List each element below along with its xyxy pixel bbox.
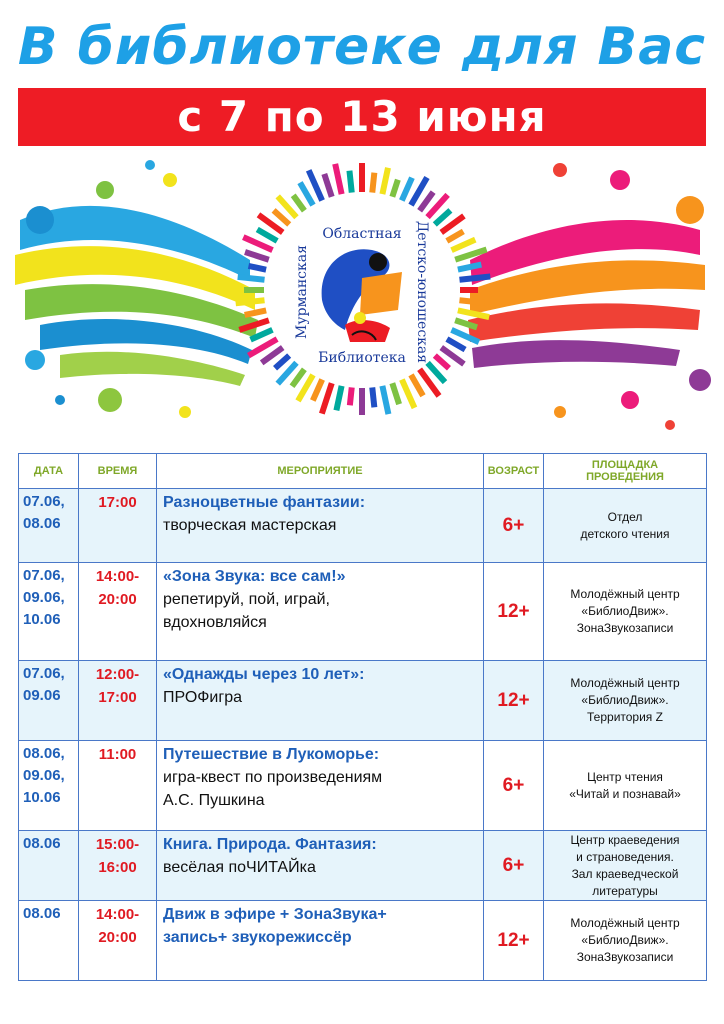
event-date: [19, 741, 79, 831]
event-time-text: 15:00- 16:00: [95, 836, 140, 876]
event-description: [157, 901, 484, 981]
event-time: [79, 901, 157, 981]
header-age: ВОЗРАСТ: [484, 454, 544, 489]
header-date: ДАТА: [19, 454, 79, 489]
age-rating: 6+: [484, 741, 544, 831]
header-event: МЕРОПРИЯТИЕ: [157, 454, 484, 489]
event-title: Разноцветные фантазии:: [163, 494, 366, 511]
event-date: [19, 831, 79, 901]
book-spine: [369, 172, 377, 193]
table-header-row: [19, 454, 707, 489]
event-time-text: 17:00: [98, 494, 137, 511]
event-date-text: 07.06, 09.06, 10.06: [23, 567, 65, 628]
event-time-text: 11:00: [98, 746, 137, 763]
event-date: [19, 489, 79, 563]
event-date: [19, 563, 79, 661]
book-spine: [244, 307, 267, 317]
event-time: [79, 489, 157, 563]
logo-text-top: Областная: [322, 226, 402, 242]
event-title: «Зона Звука: все сам!»: [163, 568, 346, 585]
event-time: [79, 563, 157, 661]
book-spine: [379, 167, 390, 195]
event-title: Путешествие в Лукоморье:: [163, 746, 380, 763]
book-spine: [346, 170, 354, 193]
book-spine: [369, 387, 377, 408]
logo-text-left: Мурманская: [294, 245, 310, 339]
event-venue: Молодёжный центр «БиблиоДвиж». ЗонаЗвукозаписи: [544, 901, 707, 981]
table-row: [19, 563, 707, 661]
event-venue: Молодёжный центр «БиблиоДвиж». Территория Z: [544, 661, 707, 741]
header-time: ВРЕМЯ: [79, 454, 157, 489]
book-spine: [332, 163, 344, 195]
event-date: [19, 901, 79, 981]
event-venue: Молодёжный центр «БиблиоДвиж». ЗонаЗвукозаписи: [544, 563, 707, 661]
page-title: В библиотеке для Вас: [17, 17, 707, 77]
book-spine: [237, 274, 264, 283]
logo-text-right: Детско-юношеская: [414, 220, 430, 364]
header-venue: [544, 454, 707, 489]
age-rating: 12+: [484, 901, 544, 981]
date-range: с 7 по 13 июня: [177, 92, 547, 141]
event-description: [157, 831, 484, 901]
event-venue: Центр краеведения и страноведения. Зал краеведческой литературы: [544, 831, 707, 901]
header-venue-line1: ПЛОЩАДКА: [591, 459, 659, 471]
book-spine: [359, 388, 365, 415]
event-time-text: 14:00- 20:00: [95, 568, 140, 608]
age-rating: 6+: [484, 831, 544, 901]
event-subtitle: ПРОФигра: [163, 689, 242, 706]
event-description: [157, 741, 484, 831]
event-venue: Отдел детского чтения: [544, 489, 707, 563]
event-subtitle: творческая мастерская: [163, 517, 337, 534]
event-date: [19, 661, 79, 741]
event-date-text: 08.06: [23, 835, 61, 852]
event-subtitle: весёлая поЧИТАЙка: [163, 859, 316, 876]
book-spine: [248, 263, 267, 273]
event-date-text: 07.06, 09.06: [23, 665, 65, 704]
book-spine: [347, 387, 355, 406]
event-time-text: 12:00- 17:00: [95, 666, 140, 706]
event-date-text: 08.06: [23, 905, 61, 922]
book-spine: [389, 179, 400, 198]
event-time-text: 14:00- 20:00: [95, 906, 140, 946]
table-row: [19, 489, 707, 563]
book-spine: [359, 163, 365, 192]
table-row: [19, 661, 707, 741]
book-spine: [244, 287, 264, 293]
age-rating: 12+: [484, 563, 544, 661]
event-subtitle: игра-квест по произведениям А.С. Пушкина: [163, 769, 383, 809]
header-venue-line2: ПРОВЕДЕНИЯ: [586, 471, 664, 483]
right-paint-streaks: [468, 163, 711, 430]
event-time: [79, 831, 157, 901]
age-rating: 12+: [484, 661, 544, 741]
left-paint-streaks: [15, 160, 258, 418]
book-spine: [445, 229, 464, 244]
event-time: [79, 661, 157, 741]
event-date-text: 07.06, 08.06: [23, 493, 65, 532]
age-rating: 6+: [484, 489, 544, 563]
event-description: [157, 563, 484, 661]
book-spine: [333, 385, 344, 411]
paint-splash-illustration: [0, 150, 724, 440]
table-row: [19, 831, 707, 901]
book-spine: [321, 173, 334, 198]
event-date-text: 08.06, 09.06, 10.06: [23, 745, 65, 806]
event-venue: Центр чтения «Читай и познавай»: [544, 741, 707, 831]
table-row: [19, 741, 707, 831]
event-time: [79, 741, 157, 831]
event-description: [157, 661, 484, 741]
event-title: Книга. Природа. Фантазия:: [163, 836, 377, 853]
book-spine: [389, 382, 402, 405]
book-spine: [460, 287, 478, 293]
book-spine: [379, 385, 391, 415]
event-subtitle: репетируй, пой, играй, вдохновляйся: [163, 591, 330, 631]
event-title: «Однажды через 10 лет»:: [163, 666, 365, 683]
date-banner: [18, 88, 706, 146]
events-table: [18, 453, 707, 981]
event-title: Движ в эфире + ЗонаЗвука+ запись+ звукорежиссёр: [163, 906, 387, 946]
table-row: [19, 901, 707, 981]
logo-text-bottom: Библиотека: [318, 350, 406, 366]
event-description: [157, 489, 484, 563]
